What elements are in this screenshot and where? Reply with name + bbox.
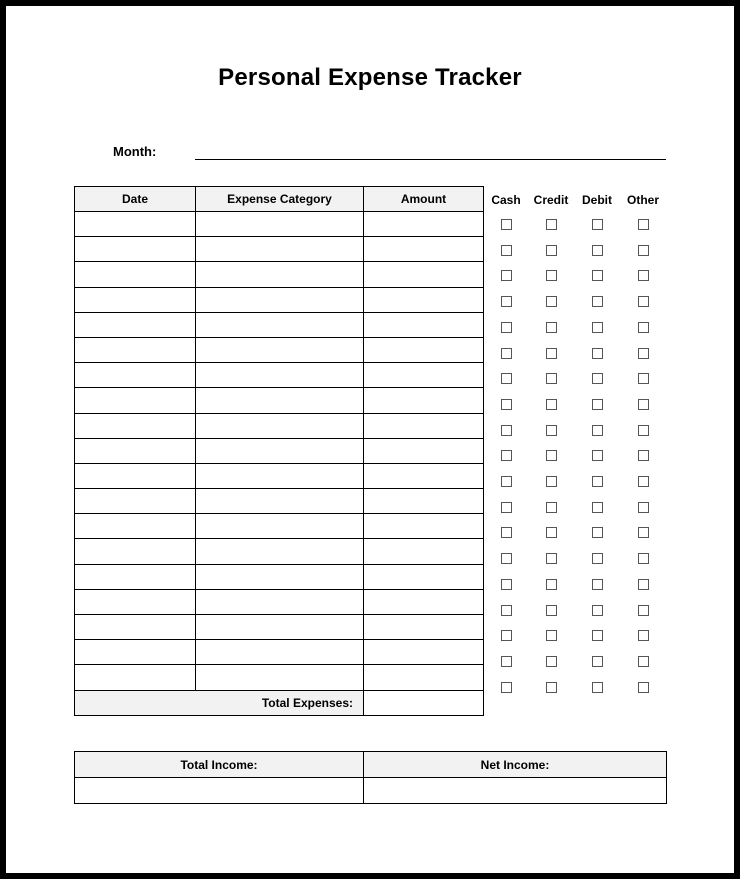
other-checkbox[interactable] <box>638 219 649 230</box>
table-row <box>75 312 484 337</box>
debit-checkbox[interactable] <box>592 348 603 359</box>
column-header-date: Date <box>75 187 196 212</box>
debit-checkbox[interactable] <box>592 630 603 641</box>
other-checkbox[interactable] <box>638 373 649 384</box>
payment-header-debit: Debit <box>582 193 612 207</box>
credit-checkbox[interactable] <box>546 399 557 410</box>
date-cell[interactable] <box>75 388 196 413</box>
expense-table <box>74 186 484 716</box>
table-row <box>75 463 484 488</box>
cash-checkbox[interactable] <box>501 296 512 307</box>
date-cell[interactable] <box>75 665 196 690</box>
debit-checkbox[interactable] <box>592 553 603 564</box>
total-income-cell[interactable] <box>75 778 364 804</box>
amount-cell[interactable] <box>364 363 484 388</box>
other-checkbox[interactable] <box>638 270 649 281</box>
month-field[interactable] <box>195 159 666 160</box>
expense-category-cell[interactable] <box>196 363 364 388</box>
date-cell[interactable] <box>75 212 196 237</box>
debit-checkbox[interactable] <box>592 502 603 513</box>
date-cell[interactable] <box>75 564 196 589</box>
table-row <box>75 337 484 362</box>
amount-cell[interactable] <box>364 262 484 287</box>
expense-category-cell[interactable] <box>196 413 364 438</box>
debit-checkbox[interactable] <box>592 605 603 616</box>
cash-checkbox[interactable] <box>501 476 512 487</box>
debit-checkbox[interactable] <box>592 682 603 693</box>
debit-checkbox[interactable] <box>592 373 603 384</box>
table-row <box>75 363 484 388</box>
expense-category-cell[interactable] <box>196 539 364 564</box>
table-row <box>75 388 484 413</box>
expense-category-cell[interactable] <box>196 237 364 262</box>
other-checkbox[interactable] <box>638 502 649 513</box>
cash-checkbox[interactable] <box>501 656 512 667</box>
expense-rows <box>75 212 484 691</box>
expense-category-cell[interactable] <box>196 665 364 690</box>
cash-checkbox[interactable] <box>501 553 512 564</box>
date-cell[interactable] <box>75 363 196 388</box>
cash-checkbox[interactable] <box>501 348 512 359</box>
expense-category-cell[interactable] <box>196 388 364 413</box>
date-cell[interactable] <box>75 237 196 262</box>
cash-checkbox[interactable] <box>501 270 512 281</box>
credit-checkbox[interactable] <box>546 373 557 384</box>
expense-category-cell[interactable] <box>196 212 364 237</box>
date-cell[interactable] <box>75 539 196 564</box>
table-row <box>75 237 484 262</box>
credit-checkbox[interactable] <box>546 527 557 538</box>
expense-category-cell[interactable] <box>196 615 364 640</box>
payment-header-cash: Cash <box>491 193 521 207</box>
amount-cell[interactable] <box>364 539 484 564</box>
amount-cell[interactable] <box>364 463 484 488</box>
expense-category-cell[interactable] <box>196 514 364 539</box>
other-checkbox[interactable] <box>638 476 649 487</box>
amount-cell[interactable] <box>364 337 484 362</box>
total-expenses-label: Total Expenses: <box>75 690 364 715</box>
other-checkbox[interactable] <box>638 450 649 461</box>
expense-category-cell[interactable] <box>196 312 364 337</box>
table-row <box>75 212 484 237</box>
cash-checkbox[interactable] <box>501 399 512 410</box>
date-cell[interactable] <box>75 489 196 514</box>
amount-cell[interactable] <box>364 388 484 413</box>
month-label: Month: <box>113 144 157 159</box>
table-row <box>75 589 484 614</box>
cash-checkbox[interactable] <box>501 425 512 436</box>
cash-checkbox[interactable] <box>501 527 512 538</box>
net-income-cell[interactable] <box>364 778 667 804</box>
debit-checkbox[interactable] <box>592 527 603 538</box>
table-row <box>75 262 484 287</box>
expense-category-cell[interactable] <box>196 489 364 514</box>
cash-checkbox[interactable] <box>501 450 512 461</box>
other-checkbox[interactable] <box>638 527 649 538</box>
expense-category-cell[interactable] <box>196 337 364 362</box>
expense-category-cell[interactable] <box>196 589 364 614</box>
amount-cell[interactable] <box>364 212 484 237</box>
total-expenses-cell[interactable] <box>364 690 484 715</box>
other-checkbox[interactable] <box>638 322 649 333</box>
date-cell[interactable] <box>75 463 196 488</box>
column-header-expense-category: Expense Category <box>196 187 364 212</box>
credit-checkbox[interactable] <box>546 270 557 281</box>
table-row <box>75 287 484 312</box>
credit-checkbox[interactable] <box>546 682 557 693</box>
debit-checkbox[interactable] <box>592 656 603 667</box>
cash-checkbox[interactable] <box>501 682 512 693</box>
credit-checkbox[interactable] <box>546 656 557 667</box>
debit-checkbox[interactable] <box>592 450 603 461</box>
date-cell[interactable] <box>75 312 196 337</box>
cash-checkbox[interactable] <box>501 245 512 256</box>
table-row <box>75 413 484 438</box>
amount-cell[interactable] <box>364 438 484 463</box>
debit-checkbox[interactable] <box>592 399 603 410</box>
credit-checkbox[interactable] <box>546 630 557 641</box>
debit-checkbox[interactable] <box>592 245 603 256</box>
other-checkbox[interactable] <box>638 682 649 693</box>
credit-checkbox[interactable] <box>546 219 557 230</box>
credit-checkbox[interactable] <box>546 348 557 359</box>
cash-checkbox[interactable] <box>501 219 512 230</box>
debit-checkbox[interactable] <box>592 270 603 281</box>
expense-category-cell[interactable] <box>196 564 364 589</box>
debit-checkbox[interactable] <box>592 322 603 333</box>
amount-cell[interactable] <box>364 312 484 337</box>
credit-checkbox[interactable] <box>546 425 557 436</box>
credit-checkbox[interactable] <box>546 450 557 461</box>
expense-category-cell[interactable] <box>196 287 364 312</box>
debit-checkbox[interactable] <box>592 425 603 436</box>
date-cell[interactable] <box>75 640 196 665</box>
amount-cell[interactable] <box>364 514 484 539</box>
date-cell[interactable] <box>75 615 196 640</box>
credit-checkbox[interactable] <box>546 476 557 487</box>
other-checkbox[interactable] <box>638 425 649 436</box>
amount-cell[interactable] <box>364 287 484 312</box>
expense-category-cell[interactable] <box>196 463 364 488</box>
debit-checkbox[interactable] <box>592 296 603 307</box>
credit-checkbox[interactable] <box>546 245 557 256</box>
date-cell[interactable] <box>75 262 196 287</box>
date-cell[interactable] <box>75 413 196 438</box>
date-cell[interactable] <box>75 589 196 614</box>
net-income-label: Net Income: <box>364 752 667 778</box>
other-checkbox[interactable] <box>638 296 649 307</box>
date-cell[interactable] <box>75 438 196 463</box>
date-cell[interactable] <box>75 514 196 539</box>
expense-category-cell[interactable] <box>196 640 364 665</box>
debit-checkbox[interactable] <box>592 579 603 590</box>
debit-checkbox[interactable] <box>592 219 603 230</box>
other-checkbox[interactable] <box>638 399 649 410</box>
credit-checkbox[interactable] <box>546 579 557 590</box>
table-row <box>75 489 484 514</box>
other-checkbox[interactable] <box>638 553 649 564</box>
table-row <box>75 438 484 463</box>
other-checkbox[interactable] <box>638 605 649 616</box>
other-checkbox[interactable] <box>638 656 649 667</box>
payment-header-other: Other <box>626 193 659 207</box>
table-row <box>75 514 484 539</box>
amount-cell[interactable] <box>364 489 484 514</box>
cash-checkbox[interactable] <box>501 322 512 333</box>
column-header-amount: Amount <box>364 187 484 212</box>
credit-checkbox[interactable] <box>546 605 557 616</box>
credit-checkbox[interactable] <box>546 553 557 564</box>
cash-checkbox[interactable] <box>501 579 512 590</box>
amount-cell[interactable] <box>364 413 484 438</box>
amount-cell[interactable] <box>364 640 484 665</box>
expense-category-cell[interactable] <box>196 438 364 463</box>
income-summary-table <box>74 751 667 804</box>
payment-header-credit: Credit <box>533 193 569 207</box>
table-row <box>75 640 484 665</box>
cash-checkbox[interactable] <box>501 630 512 641</box>
cash-checkbox[interactable] <box>501 502 512 513</box>
page-title: Personal Expense Tracker <box>218 64 522 91</box>
amount-cell[interactable] <box>364 665 484 690</box>
table-row <box>75 564 484 589</box>
expense-category-cell[interactable] <box>196 262 364 287</box>
date-cell[interactable] <box>75 287 196 312</box>
date-cell[interactable] <box>75 337 196 362</box>
cash-checkbox[interactable] <box>501 605 512 616</box>
total-income-label: Total Income: <box>75 752 364 778</box>
amount-cell[interactable] <box>364 589 484 614</box>
cash-checkbox[interactable] <box>501 373 512 384</box>
other-checkbox[interactable] <box>638 579 649 590</box>
table-row <box>75 539 484 564</box>
amount-cell[interactable] <box>364 615 484 640</box>
table-row <box>75 665 484 690</box>
other-checkbox[interactable] <box>638 245 649 256</box>
credit-checkbox[interactable] <box>546 296 557 307</box>
other-checkbox[interactable] <box>638 348 649 359</box>
amount-cell[interactable] <box>364 237 484 262</box>
credit-checkbox[interactable] <box>546 322 557 333</box>
amount-cell[interactable] <box>364 564 484 589</box>
credit-checkbox[interactable] <box>546 502 557 513</box>
other-checkbox[interactable] <box>638 630 649 641</box>
table-row <box>75 615 484 640</box>
debit-checkbox[interactable] <box>592 476 603 487</box>
